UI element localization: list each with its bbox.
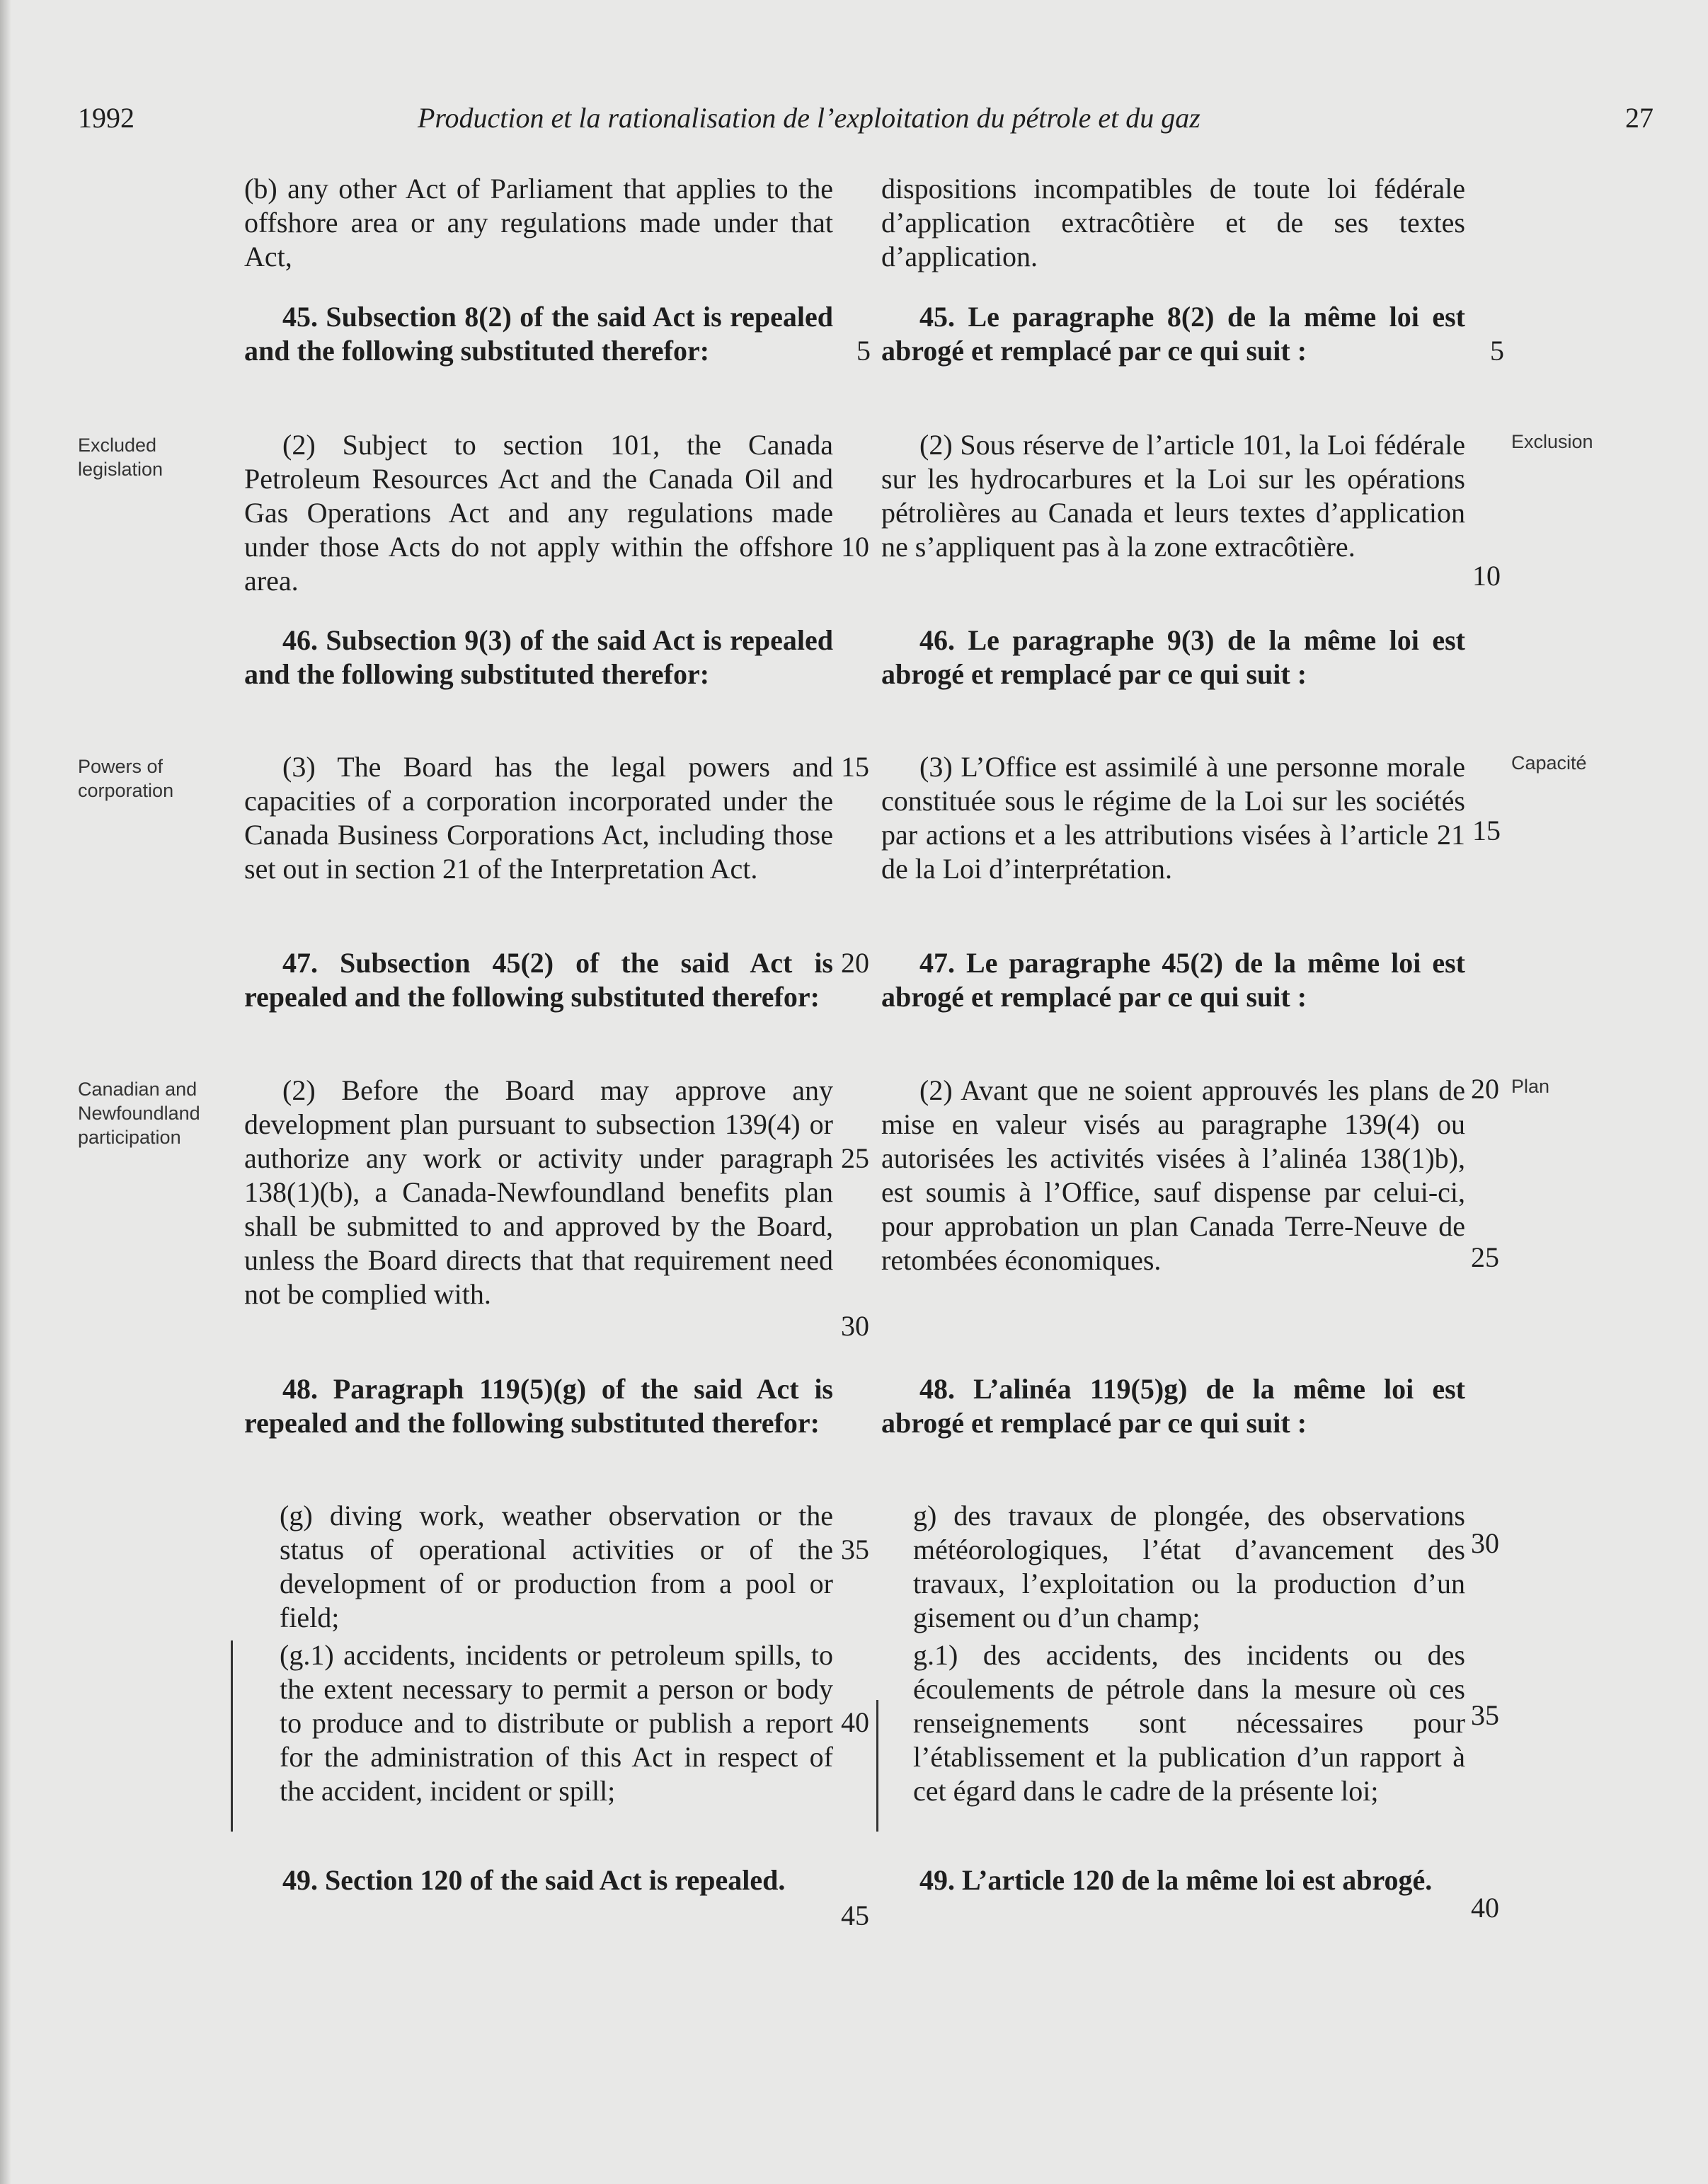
line-number-25-right: 25 <box>1471 1241 1499 1273</box>
margin-note-excluded-legislation: Excluded legislation <box>78 435 164 480</box>
en-paragraph-g: (g) diving work, weather observation or the status of operational activities or of the development of or production from a pool or field; <box>280 1500 833 1633</box>
fr-section-47-text: (2) Avant que ne soient approuvés les plans de mise en valeur visés au paragraphe 139(4) ou autorisées les activités visées à l’alinéa 138(1)b), est soumis à l’Office, sauf dispense par celui-ci, pour approbation un plan Canada Terre-Neuve de retombées économiques. <box>881 1074 1465 1276</box>
line-number-20-center: 20 <box>841 947 869 979</box>
en-section-47-heading: 47. Subsection 45(2) of the said Act is repealed and the following substituted therefor: <box>244 947 833 1013</box>
page-edge-shadow <box>0 0 11 2184</box>
line-number-20-right: 20 <box>1471 1073 1499 1105</box>
fr-paragraph-g: g) des travaux de plongée, des observations météorologiques, l’état d’avancement des travaux, l’exploitation ou la production d’un gisement ou d’un champ; <box>913 1500 1465 1633</box>
fr-paragraph-g1: g.1) des accidents, des incidents ou des écoulements de pétrole dans la mesure où ces renseignements sont nécessaires pour l’établissement et la publication d’un rapport à cet égard dans le cadre de la présente loi; <box>913 1639 1465 1807</box>
line-number-15-right: 15 <box>1472 815 1501 846</box>
margin-note-capacite: Capacité <box>1511 752 1587 774</box>
margin-note-plan: Plan <box>1511 1076 1550 1097</box>
margin-note-powers-of-corporation: Powers of corporation <box>78 756 174 801</box>
line-number-5-right: 5 <box>1490 335 1504 367</box>
fr-section-47-heading: 47. Le paragraphe 45(2) de la même loi est abrogé et remplacé par ce qui suit : <box>881 947 1465 1013</box>
en-section-45-heading: 45. Subsection 8(2) of the said Act is repealed and the following substituted therefor: <box>244 301 833 367</box>
line-number-10-center: 10 <box>841 531 869 563</box>
amendment-bar-left <box>231 1640 233 1832</box>
header-page-number: 27 <box>1625 102 1653 134</box>
line-number-5-center: 5 <box>856 335 871 367</box>
header-title: Production et la rationalisation de l’exploitation du pétrole et du gaz <box>418 102 1200 134</box>
fr-paragraph-b: dispositions incompatibles de toute loi fédérale d’application extracôtière et de ses textes d’application. <box>881 173 1465 272</box>
en-section-46-heading: 46. Subsection 9(3) of the said Act is repealed and the following substituted therefor: <box>244 624 833 690</box>
line-number-25-center: 25 <box>841 1142 869 1174</box>
line-number-40-right: 40 <box>1471 1892 1499 1924</box>
en-section-48-heading: 48. Paragraph 119(5)(g) of the said Act is repealed and the following substituted therefor: <box>244 1373 833 1439</box>
line-number-15-center: 15 <box>841 751 869 783</box>
fr-section-46-text: (3) L’Office est assimilé à une personne morale constituée sous le régime de la Loi sur les sociétés par actions et a les attributions visées à l’article 21 de la Loi d’interprétation. <box>881 751 1465 885</box>
fr-section-46-heading: 46. Le paragraphe 9(3) de la même loi est abrogé et remplacé par ce qui suit : <box>881 624 1465 690</box>
en-section-49-heading: 49. Section 120 of the said Act is repealed. <box>282 1864 786 1896</box>
margin-note-exclusion: Exclusion <box>1511 431 1593 452</box>
en-paragraph-g1: (g.1) accidents, incidents or petroleum spills, to the extent necessary to permit a person or body to produce and to distribute or publish a report for the administration of this Act in respect of the accident, incident or spill; <box>280 1639 833 1807</box>
fr-section-45-heading: 45. Le paragraphe 8(2) de la même loi est abrogé et remplacé par ce qui suit : <box>881 301 1465 367</box>
header-year: 1992 <box>78 102 134 134</box>
en-section-46-text: (3) The Board has the legal powers and capacities of a corporation incorporated under the Canada Business Corporations Act, including those set out in section 21 of the Interpretation Act. <box>244 751 833 885</box>
margin-note-canadian-participation: Canadian and Newfoundland participation <box>78 1079 200 1148</box>
fr-section-45-text: (2) Sous réserve de l’article 101, la Loi fédérale sur les hydrocarbures et la Loi sur les opérations pétrolières au Canada et leurs textes d’application ne s’appliquent pas à la zone extracôtière. <box>881 429 1465 563</box>
fr-section-49-heading: 49. L’article 120 de la même loi est abrogé. <box>919 1864 1433 1896</box>
line-number-30-center: 30 <box>841 1310 869 1342</box>
amendment-bar-right <box>876 1700 878 1832</box>
line-number-45-center: 45 <box>841 1899 869 1931</box>
line-number-40-center: 40 <box>841 1706 869 1738</box>
line-number-35-center: 35 <box>841 1534 869 1565</box>
line-number-35-right: 35 <box>1471 1699 1499 1731</box>
en-paragraph-b: (b) any other Act of Parliament that applies to the offshore area or any regulations made under that Act, <box>244 173 833 272</box>
en-section-45-text: (2) Subject to section 101, the Canada Petroleum Resources Act and the Canada Oil and Gas Operations Act and any regulations made under those Acts do not apply within the offshore area. <box>244 429 833 597</box>
line-number-10-right: 10 <box>1472 560 1501 592</box>
en-section-47-text: (2) Before the Board may approve any development plan pursuant to subsection 139(4) or authorize any work or activity under paragraph 138(1)(b), a Canada-Newfoundland benefits plan shall be submitted to and approved by the Board, unless the Board directs that that requirement need not be complied with. <box>244 1074 833 1310</box>
line-number-30-right: 30 <box>1471 1527 1499 1559</box>
fr-section-48-heading: 48. L’alinéa 119(5)g) de la même loi est abrogé et remplacé par ce qui suit : <box>881 1373 1465 1439</box>
